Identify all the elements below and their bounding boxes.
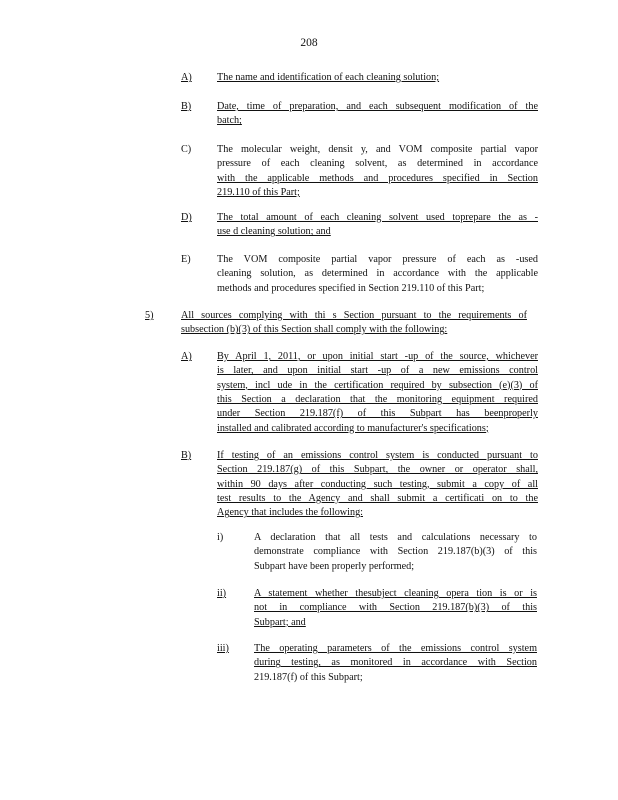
section-text-line: All sources complying with thi s Section pursuant to the requirements of (181, 310, 527, 321)
item-text-line: The name and identification of each cleaning solution; (217, 72, 440, 83)
subitem-text-line: is later, and upon initial start -up of a new emissions control (217, 365, 538, 377)
subsubitem-label: ii) (217, 588, 227, 599)
item-text-line: use d cleaning solution; and (217, 226, 331, 238)
item-text-line: methods and procedures specified in Section 219.110 of this Part; (217, 282, 485, 294)
subitem-text-line: under Section 219.187(f) of this Subpart has beenproperly (217, 408, 538, 420)
subsubitem-text-line: 219.187(f) of this Subpart; (254, 671, 363, 683)
subsubitem-text-line: Subpart; and (254, 616, 306, 628)
subitem-text-line: Agency that includes the following: (217, 507, 363, 519)
item-text-line: Date, time of preparation, and each subsequent modification of the (217, 101, 538, 112)
subitem-text-line: installed and calibrated according to manufacturer's specifications; (217, 422, 489, 434)
item-label: A) (181, 72, 192, 83)
section-text-line: subsection (b)(3) of this Section shall comply with the following: (181, 324, 448, 336)
subsubitem-text-line: during testing, as monitored in accordance with Section (254, 657, 537, 669)
item-label: B) (181, 101, 192, 112)
subsubitem-label: iii) (217, 643, 229, 654)
subitem-text-line: system, incl ude in the certification required by subsection (e)(3) of (217, 379, 538, 391)
item-text-line: pressure of each cleaning solvent, as determined in accordance (217, 158, 538, 170)
subitem-label: A) (181, 351, 192, 362)
section-label: 5) (145, 310, 154, 321)
item-text-line: The total amount of each cleaning solvent used toprepare the as - (217, 212, 538, 223)
item-label: D) (181, 212, 192, 223)
item-text-line: The molecular weight, densit y, and VOM composite partial vapor (217, 144, 538, 155)
subsubitem-text-line: Subpart have been properly performed; (254, 560, 415, 572)
page-number: 208 (300, 37, 318, 49)
subitem-label: B) (181, 450, 192, 461)
subitem-text-line: test results to the Agency and shall submit a certificati on to the (217, 492, 538, 504)
subitem-text-line: Section 219.187(g) of this Subpart, the owner or operator shall, (217, 464, 538, 476)
item-text-line: cleaning solution, as determined in accordance with the applicable (217, 268, 538, 280)
item-text-line: The VOM composite partial vapor pressure of each as -used (217, 254, 538, 265)
subitem-text-line: this Section a declaration that the monitoring equipment required (217, 393, 538, 405)
subsubitem-label: i) (217, 532, 224, 543)
subsubitem-text-line: A statement whether thesubject cleaning opera tion is or is (254, 588, 537, 599)
item-label: C) (181, 144, 192, 155)
subitem-text-line: within 90 days after conducting such testing, submit a copy of all (217, 478, 538, 490)
subsubitem-text-line: demonstrate compliance with Section 219.187(b)(3) of this (254, 546, 537, 558)
item-text-line: with the applicable methods and procedures specified in Section (217, 172, 538, 184)
item-text-line: batch; (217, 115, 242, 127)
subsubitem-text-line: not in compliance with Section 219.187(b)(3) of this (254, 602, 537, 614)
subsubitem-text-line: A declaration that all tests and calculations necessary to (254, 532, 537, 543)
subitem-text-line: If testing of an emissions control system is conducted pursuant to (217, 450, 538, 461)
item-text-line: 219.110 of this Part; (217, 186, 300, 198)
subitem-text-line: By April 1, 2011, or upon initial start -up of the source, whichever (217, 351, 538, 362)
item-label: E) (181, 254, 191, 265)
subsubitem-text-line: The operating parameters of the emissions control system (254, 643, 537, 654)
